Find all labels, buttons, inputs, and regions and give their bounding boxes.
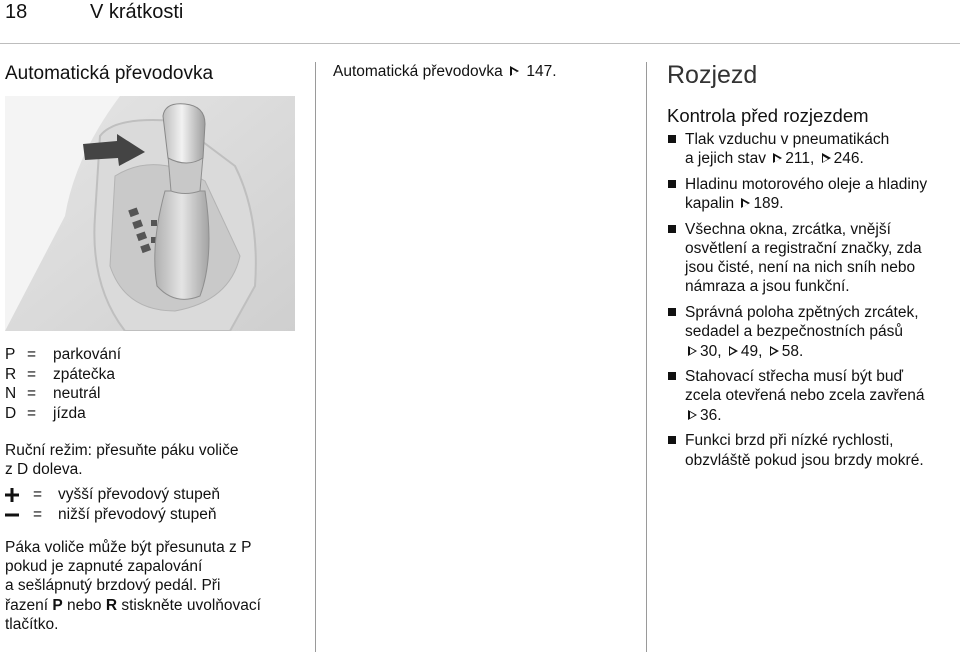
bullet-icon	[668, 436, 676, 444]
pre-departure-checklist	[667, 130, 959, 476]
legend-key: P	[5, 346, 16, 363]
page-reference-arrow-icon	[688, 346, 697, 357]
text-line: Ruční režim: přesuňte páku voliče	[5, 442, 239, 459]
subsection-title: Kontrola před rozjezdem	[667, 105, 869, 126]
reference-page: 147.	[526, 63, 557, 80]
cross-reference[interactable]	[333, 63, 557, 81]
text-line: Páka voliče může být přesunuta z P	[5, 539, 252, 556]
gear-legend	[5, 345, 121, 423]
shift-row	[5, 485, 220, 505]
legend-row	[5, 384, 121, 404]
legend-key: D	[5, 404, 17, 422]
plus-icon	[5, 488, 33, 502]
list-item: Hladinu motorového oleje a hladiny kapalin 189.	[667, 175, 959, 213]
column-divider-1	[315, 62, 316, 652]
shift-text: vyšší převodový stupeň	[58, 486, 220, 503]
bullet-icon	[668, 308, 676, 316]
bullet-icon	[668, 135, 676, 143]
legend-key: R	[5, 365, 17, 383]
list-item: Funkci brzd při nízké rychlosti, obzvláště pokud jsou brzdy mokré.	[667, 431, 959, 469]
page-reference-arrow-icon	[688, 410, 697, 421]
text-line: tlačítko.	[5, 615, 59, 633]
legend-row	[5, 345, 121, 365]
manual-mode-text	[5, 441, 290, 479]
legend-row	[5, 404, 121, 424]
list-item: Tlak vzduchu v pneumatikách a jejich stav 211, 246.	[667, 130, 959, 168]
chapter-title: V krátkosti	[90, 1, 184, 23]
page-reference-arrow-icon	[773, 153, 782, 164]
bullet-icon	[668, 180, 676, 188]
legend-eq: =	[27, 404, 37, 422]
list-item: Stahovací střecha musí být buď zcela otevřená nebo zcela zavřená 36.	[667, 367, 959, 425]
legend-row	[5, 365, 121, 385]
page-reference-arrow-icon	[770, 346, 779, 357]
shift-eq: =	[33, 486, 43, 503]
page-reference-arrow-icon	[741, 198, 750, 209]
page-reference-arrow-icon	[729, 346, 738, 357]
list-item: Všechna okna, zrcátka, vnější osvětlení a registrační značky, zda jsou čisté, není na nich sníh nebo námraza a jsou funkční.	[667, 220, 959, 297]
legend-text: zpátečka	[53, 365, 116, 383]
legend-text: jízda	[53, 404, 86, 422]
list-item: Správná poloha zpětných zrcátek, sedadel a bezpečnostních pásů 30, 49, 58.	[667, 303, 959, 361]
text-line: z D doleva.	[5, 461, 83, 478]
bullet-icon	[668, 225, 676, 233]
section-title-departure: Rozjezd	[667, 61, 758, 89]
gear-selector-illustration	[5, 96, 295, 331]
legend-eq: =	[27, 346, 37, 363]
legend-key: N	[5, 385, 17, 402]
legend-eq: =	[27, 365, 37, 383]
bullet-icon	[668, 372, 676, 380]
page-number: 18	[5, 1, 28, 23]
legend-text: neutrál	[53, 385, 101, 402]
shift-text: nižší převodový stupeň	[58, 506, 217, 523]
selector-lever-paragraph	[5, 538, 305, 634]
header-divider	[0, 43, 960, 44]
page-reference-arrow-icon	[822, 153, 831, 164]
text-line: pokud je zapnuté zapalování	[5, 558, 203, 576]
shift-row	[5, 505, 220, 525]
legend-text: parkování	[53, 346, 122, 363]
reference-text: Automatická převodovka	[333, 63, 503, 80]
text-line: řazení P nebo R stiskněte uvolňovací	[5, 596, 261, 614]
shift-eq: =	[33, 506, 43, 523]
text-line: a sešlápnutý brzdový pedál. Při	[5, 577, 221, 595]
legend-eq: =	[27, 385, 37, 402]
minus-icon	[5, 508, 33, 522]
page-reference-arrow-icon	[510, 66, 519, 77]
column-divider-2	[646, 62, 647, 652]
section-title-automatic-transmission: Automatická převodovka	[5, 63, 214, 84]
shift-legend	[5, 485, 220, 525]
